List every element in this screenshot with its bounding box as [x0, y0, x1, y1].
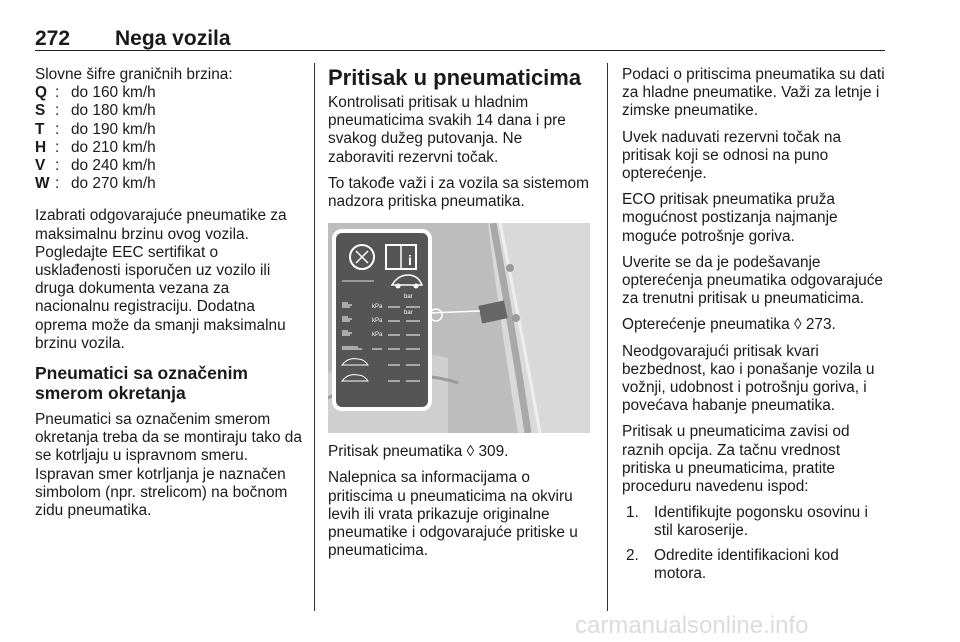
paragraph-max-speed: Izabrati odgovarajuće pneumatike za maksimalnu brzinu ovog vozila. Pogledajte EEC sertifikat o usklađenosti isporučen uz vozilo ili druga dokumenta vezana za nacionalnu registraciju. Dodatna oprema može da smanji maksimalnu brzinu vozila. [35, 207, 287, 352]
speed-row [35, 121, 303, 139]
speed-separator: : [55, 84, 60, 102]
speed-row [35, 102, 303, 120]
list-item [622, 547, 890, 583]
paragraph-pressure-label: Nalepnica sa informacijama o pritiscima u pneumaticima na okviru levih ili vrata prikazuje originalne pneumatike i odgovarajuće pritiske u pneumaticima. [328, 469, 578, 560]
reference-text: Opterećenje pneumatika [622, 316, 790, 334]
reference-tyre-pressure[interactable] [328, 443, 590, 461]
speed-codes-intro: Slovne šifre graničnih brzina: [35, 66, 233, 83]
speed-codes-list [35, 84, 303, 193]
paragraph-incorrect-pressure: Neodgovarajući pritisak kvari bezbednost, kao i ponašanje vozila u vožnji, udobnost i potrošnju goriva, i povećava habanje pneumatika. [622, 342, 875, 415]
figure-label-kpa: kPa [372, 332, 383, 339]
speed-value: do 190 km/h [71, 120, 156, 138]
speed-row [35, 84, 303, 102]
paragraph-load-setting: Uverite se da je podešavanje opterećenja pneumatika odgovarajuće za trenutni pritisak u pneumaticima. [622, 253, 883, 308]
page-number: 272 [35, 27, 71, 50]
section-heading-tyre-pressure: Pritisak u pneumaticima [328, 65, 582, 90]
speed-code: W [35, 175, 50, 193]
procedure-steps [622, 504, 890, 583]
figure-label-kpa: kPa [372, 318, 383, 325]
figure-label-bar: bar [404, 310, 413, 317]
speed-code: V [35, 156, 46, 174]
speed-code: Q [35, 84, 47, 102]
reference-arrow-icon: ◊ [793, 316, 802, 334]
speed-separator: : [55, 102, 60, 120]
figure-label-kpa: kPa [372, 304, 383, 311]
reference-page: 309. [478, 443, 509, 461]
column-1 [35, 66, 303, 528]
speed-row [35, 175, 303, 193]
list-item [622, 504, 890, 540]
page-header [35, 28, 885, 51]
column-3 [622, 66, 890, 589]
reference-page: 273. [805, 316, 836, 334]
step-text: Identifikujte pogonsku osovinu i stil karoserije. [654, 504, 868, 540]
paragraph-cold-tyres: Podaci o pritiscima pneumatika su dati za hladne pneumatike. Važi za letnje i zimske pneumatike. [622, 66, 885, 120]
reference-tyre-load[interactable] [622, 316, 890, 334]
speed-value: do 210 km/h [71, 138, 156, 156]
watermark: carmanualsonline.info [575, 612, 809, 639]
paragraph-pressure-options: Pritisak u pneumaticima zavisi od raznih opcija. Za tačnu vrednost pritiska u pneumaticima, pratite proceduru navedenu ispod: [622, 423, 850, 496]
figure-label-bar: bar [404, 294, 413, 301]
speed-code: S [35, 102, 46, 120]
speed-separator: : [55, 120, 60, 138]
paragraph-directional-tyres: Pneumatici sa označenim smerom okretanja treba da se montiraju tako da se kotrljaju u ispravnom smeru. Ispravan smer kotrljanja je naznačen simbolom (npr. strelicom) na bočnom zidu pneumatika. [35, 410, 302, 519]
paragraph-check-pressure: Kontrolisati pritisak u hladnim pneumaticima svakih 14 dana i pre svakog dužeg putovanja. Ne zaboraviti rezervni točak. [328, 94, 566, 166]
speed-code: T [35, 120, 45, 138]
speed-code: H [35, 138, 47, 156]
column-divider-2 [607, 63, 608, 611]
reference-text: Pritisak pneumatika [328, 443, 463, 461]
speed-value: do 180 km/h [71, 102, 156, 120]
column-divider-1 [314, 63, 315, 611]
tyre-pressure-label-illustration [328, 223, 590, 433]
section-heading-directional-tyres: Pneumatici sa označenim smerom okretanja [35, 362, 248, 403]
speed-value: do 240 km/h [71, 156, 156, 174]
speed-separator: : [55, 156, 60, 174]
speed-separator: : [55, 175, 60, 193]
paragraph-spare-wheel: Uvek naduvati rezervni točak na pritisak koji se odnosi na puno opterećenje. [622, 128, 842, 183]
page-title: Nega vozila [115, 27, 231, 50]
speed-row [35, 139, 303, 157]
svg-text:i: i [408, 252, 412, 269]
speed-value: do 160 km/h [71, 84, 156, 102]
speed-value: do 270 km/h [71, 175, 156, 193]
step-number: 1. [626, 504, 639, 522]
speed-separator: : [55, 138, 60, 156]
column-2 [328, 66, 590, 568]
paragraph-eco-pressure: ECO pritisak pneumatika pruža mogućnost postizanja najmanje moguće potrošnje goriva. [622, 191, 838, 245]
speed-row [35, 157, 303, 175]
step-text: Odredite identifikacioni kod motora. [654, 546, 839, 582]
reference-arrow-icon: ◊ [466, 443, 475, 461]
step-number: 2. [626, 546, 639, 564]
paragraph-monitoring-system: To takođe važi i za vozila sa sistemom nadzora pritiska pneumatika. [328, 174, 589, 211]
